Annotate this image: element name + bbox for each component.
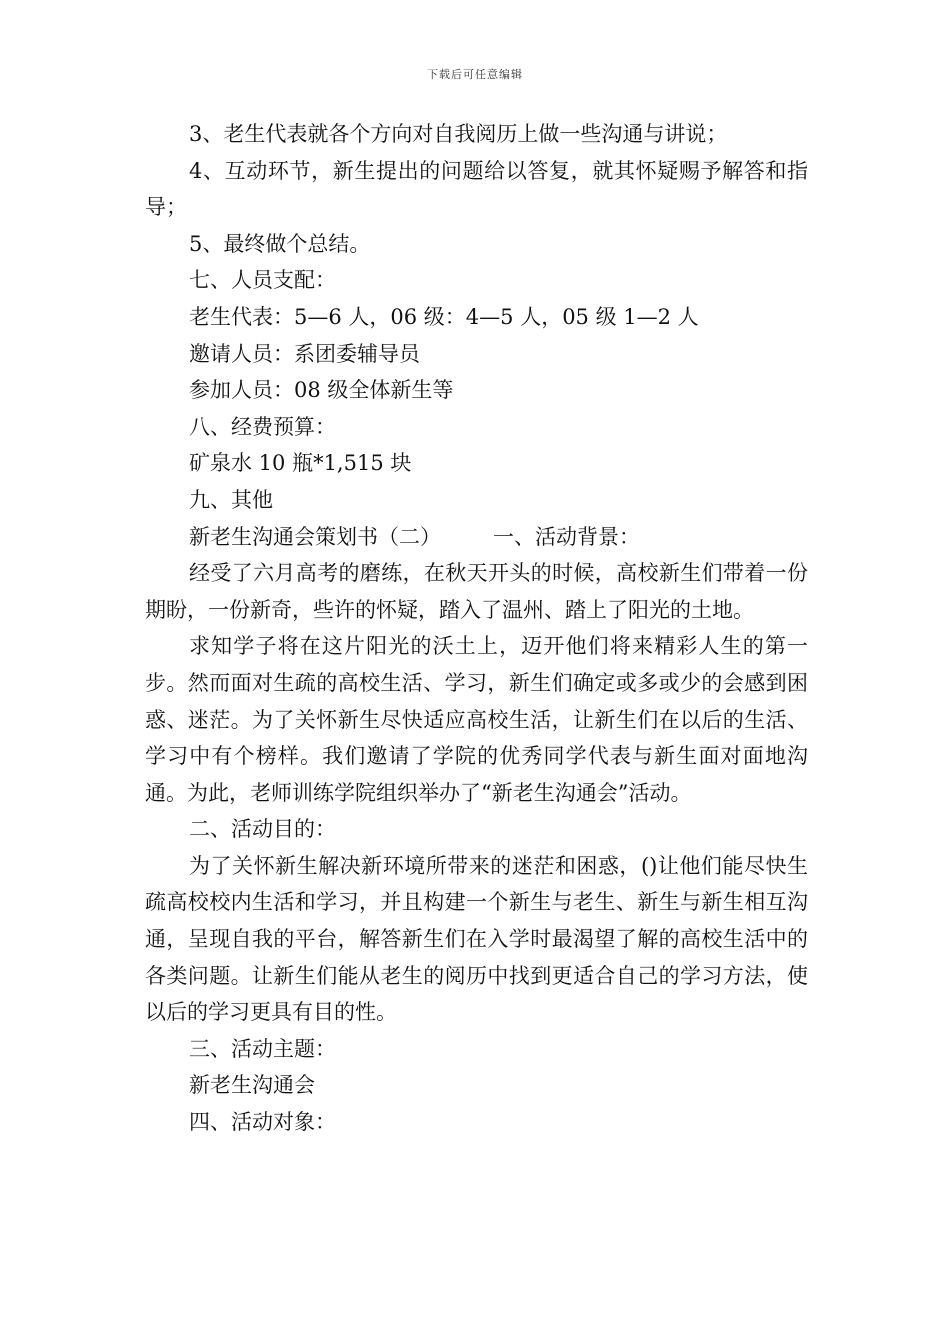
- paragraph-item-5: 5、最终做个总结。: [189, 231, 371, 256]
- section-heading-budget: 八、经费预算：: [189, 414, 336, 439]
- paragraph-invited: 邀请人员：系团委辅导员: [189, 341, 420, 366]
- paragraph-participants: 参加人员：08 级全体新生等: [189, 378, 454, 403]
- paragraph-item-4: 4、互动环节，新生提出的问题给以答复，就其怀疑赐予解答和指导；: [145, 158, 808, 220]
- section-heading-staffing: 七、人员支配：: [189, 268, 336, 293]
- section-heading-audience: 四、活动对象：: [189, 1110, 336, 1135]
- document-body: [145, 116, 808, 1141]
- section-heading-other: 九、其他: [189, 487, 273, 512]
- plan-title-two: 新老生沟通会策划书（二）: [189, 524, 441, 549]
- paragraph-item-3: 3、老生代表就各个方向对自我阅历上做一些沟通与讲说；: [189, 122, 728, 146]
- paragraph-background-2: 求知学子将在这片阳光的沃土上，迈开他们将来精彩人生的第一步。然而面对生疏的高校生活、学习，新生们确定或多或少的会感到困惑、迷茫。为了关怀新生尽快适应高校生活，让新生们在以后的生活、学习中有个榜样。我们邀请了学院的优秀同学代表与新生面对面地沟通。为此，老师训练学院组织举办了“新老生沟通会”活动。: [145, 634, 808, 805]
- section-heading-theme: 三、活动主题：: [189, 1036, 336, 1061]
- page-header: 下载后可任意编辑: [427, 68, 523, 81]
- paragraph-theme: 新老生沟通会: [189, 1073, 315, 1098]
- paragraph-background-1: 经受了六月高考的磨练，在秋天开头的时候，高校新生们带着一份期盼，一份新奇，些许的怀疑，踏入了温州、踏上了阳光的土地。: [145, 561, 808, 622]
- split-line: [145, 519, 808, 556]
- paragraph-budget-item: 矿泉水 10 瓶*1,515 块: [189, 451, 412, 476]
- section-heading-purpose: 二、活动目的：: [189, 817, 336, 842]
- paragraph-senior-reps: 老生代表：5—6 人，06 级：4—5 人，05 级 1—2 人: [189, 304, 699, 329]
- section-heading-background: 一、活动背景：: [493, 524, 640, 549]
- paragraph-purpose: 为了关怀新生解决新环境所带来的迷茫和困惑，()让他们能尽快生疏高校校内生活和学习，并且构建一个新生与老生、新生与新生相互沟通，呈现自我的平台，解答新生们在入学时最渴望了解的高校生活中的各类问题。让新生们能从老生的阅历中找到更适合自己的学习方法，使以后的学习更具有目的性。: [145, 853, 808, 1025]
